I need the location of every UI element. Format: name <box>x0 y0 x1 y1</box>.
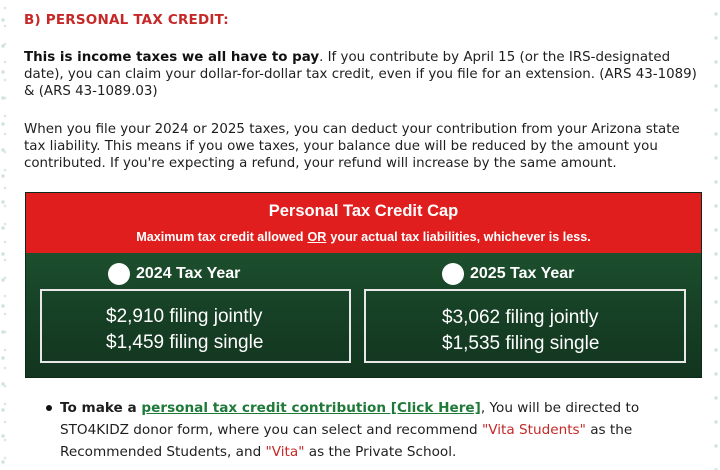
bullet-dot <box>46 405 52 411</box>
year-label-2024 <box>108 263 240 285</box>
year-label-text: 2024 Tax Year <box>136 265 241 282</box>
amount-box-2025 <box>364 289 686 363</box>
section-heading: B) PERSONAL TAX CREDIT: <box>24 12 229 28</box>
cap-subtitle <box>26 230 701 244</box>
amount-single: $1,535 filing single <box>442 333 600 354</box>
paragraph-deduct-contribution: When you file your 2024 or 2025 taxes, you can deduct your contribution from your Arizona state tax liability. This means if you owe taxes, your balance due will be reduced by the amount you contributed. If you're expecting a refund, your refund will increase by the same amount. <box>24 122 680 171</box>
recommended-students-quote: "Vita Students" <box>482 422 586 438</box>
year-label-2025 <box>442 263 574 285</box>
bullet-end: as the Private School. <box>304 444 457 460</box>
bullet-text: , You will be directed to STO4KIDZ donor form, where you can select and recommend <box>60 400 640 438</box>
tax-credit-cap-panel <box>26 193 701 377</box>
cap-sub-after: your actual tax liabilities, whichever is less. <box>330 230 591 244</box>
circle-icon <box>108 263 130 285</box>
amount-jointly: $2,910 filing jointly <box>106 306 263 327</box>
cap-header <box>26 193 701 253</box>
cap-title: Personal Tax Credit Cap <box>268 202 459 220</box>
list-item <box>46 397 692 463</box>
left-edge-decoration <box>0 0 8 470</box>
amount-box-2024 <box>40 289 351 363</box>
amount-jointly: $3,062 filing jointly <box>442 307 599 328</box>
cap-sub-or: OR <box>307 230 327 244</box>
right-edge-decoration <box>712 0 720 470</box>
cap-sub-before: Maximum tax credit allowed <box>136 230 304 244</box>
circle-icon <box>442 263 464 285</box>
amount-single: $1,459 filing single <box>106 332 264 353</box>
year-label-text: 2025 Tax Year <box>470 265 575 282</box>
instruction-list <box>46 397 692 463</box>
bullet-middle: as the Recommended Students, and <box>60 422 633 460</box>
paragraph-rest: . If you contribute by April 15 (or the IRS-designated date), you can claim your dollar-for-dollar tax credit, even if you file for an extension. (ARS 43-1089) & (ARS 43-1089.03) <box>24 50 697 99</box>
paragraph-income-taxes <box>24 49 700 100</box>
cap-body <box>26 253 701 377</box>
private-school-quote: "Vita" <box>265 444 305 460</box>
paragraph-bold-lead: This is income taxes we all have to pay <box>24 50 320 65</box>
bullet-lead: To make a <box>60 400 142 416</box>
contribution-link[interactable]: personal tax credit contribution [Click Here] <box>141 400 481 416</box>
